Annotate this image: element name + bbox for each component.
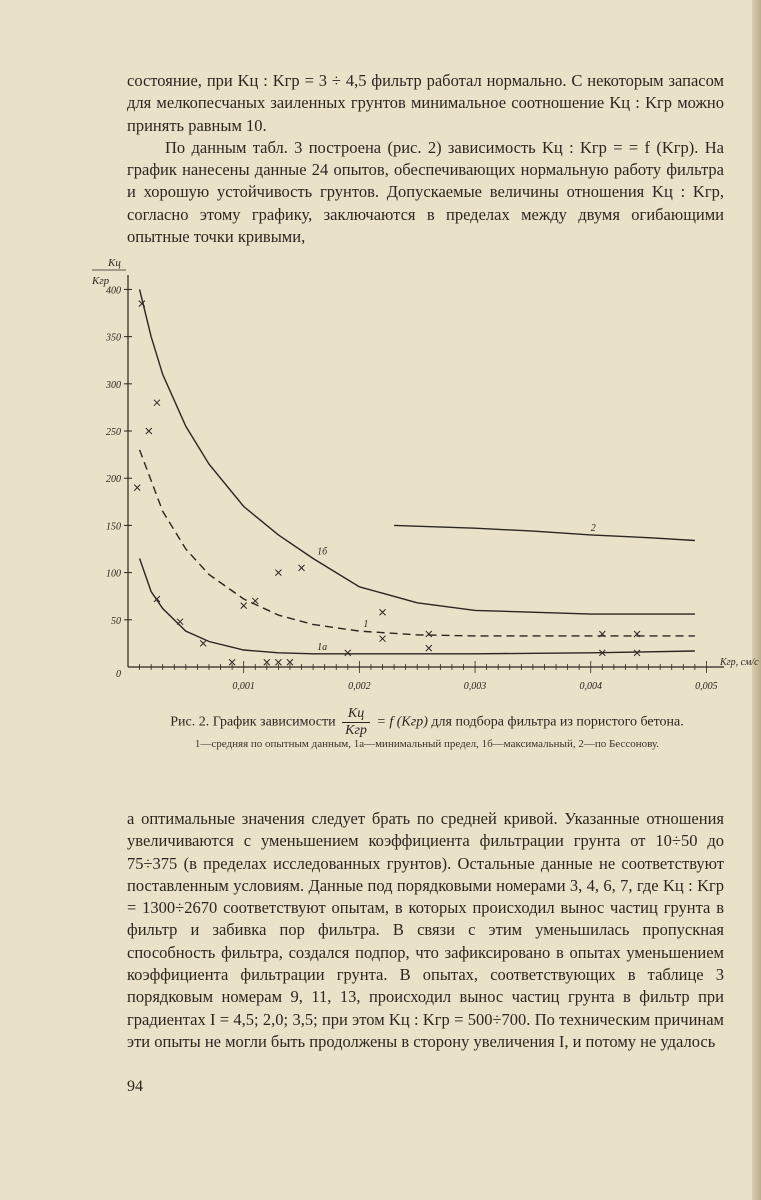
y-tick-label: 300	[106, 379, 121, 391]
text-bottom	[127, 808, 724, 1053]
data-point	[134, 485, 140, 491]
y-tick-label: 200	[106, 474, 121, 486]
y-axis-label-den: Kгр	[92, 275, 110, 287]
paragraph-2: По данным табл. 3 построена (рис. 2) зависимость Kц : Kгр = = f (Kгр). На график нанесены данные 24 опытов, обеспечивающих нормальную работу фильтра и хорошую устойчивость грунтов. Допускаемые величины отношения Kц : Kгр, согласно этому графику, заключаются в пределах между двумя огибающими опытные точки кривыми,	[127, 137, 724, 247]
data-point	[345, 650, 351, 656]
y-tick-label: 400	[106, 285, 121, 297]
caption-fraction	[342, 706, 370, 739]
origin-label: 0	[116, 669, 121, 680]
data-point	[200, 640, 206, 646]
data-point	[380, 636, 386, 642]
y-tick-label: 50	[111, 615, 121, 627]
chart-axes	[128, 275, 724, 667]
series-label-1а: 1а	[317, 641, 328, 653]
data-point	[299, 565, 305, 571]
figure-legend: 1—средняя по опытным данным, 1а—минимальный предел, 1б—максимальный, 2—по Бессонову.	[194, 738, 660, 750]
caption-prefix: Рис. 2. График зависимости	[170, 714, 336, 730]
data-point	[634, 650, 640, 656]
data-point	[380, 609, 386, 615]
y-tick-label: 150	[106, 521, 121, 533]
figure-caption	[127, 706, 727, 739]
series-line-1б	[140, 289, 695, 614]
data-point	[426, 645, 432, 651]
data-point	[275, 570, 281, 576]
data-point	[426, 631, 432, 637]
data-point	[252, 598, 258, 604]
caption-frac-num: Kц	[342, 706, 370, 723]
chart-ticks	[124, 289, 706, 673]
series-line-1	[140, 450, 695, 636]
y-axis-label-num: Kц	[108, 257, 121, 269]
series-line-2	[394, 522, 695, 540]
paragraph-3: а оптимальные значения следует брать по средней кривой. Указанные отношения увеличиваются с уменьшением коэффициента фильтрации грунта от 10÷50 до 75÷375 (в пределах исследованных грунтов). Остальные данные не соответствуют поставленным условиям. Данные под порядковыми номерами 3, 4, 6, 7, где Kц : Kгр = 1300÷2670 соответствуют опытам, в которых происходил вынос частиц грунта в фильтр и забивка пор фильтра. В связи с этим уменьшилась пропускная способность фильтра, создался подпор, что зафиксировано в опытах уменьшением коэффициента фильтрации грунта. В опытах, соответствующих в таблице 3 порядковым номерам 9, 11, 13, происходил вынос частиц грунта в фильтр при градиентах I = 4,5; 2,0; 3,5; при этом Kц : Kгр = 500÷700. По техническим причинам эти опыты не могли быть продолжены в сторону увеличения I, и потому не удалось	[127, 809, 724, 1051]
series-line-1а	[140, 559, 695, 654]
y-tick-label: 100	[106, 568, 121, 580]
data-point	[177, 619, 183, 625]
chart-points	[134, 301, 640, 666]
caption-suffix: для подбора фильтра из пористого бетона.	[431, 714, 684, 730]
data-point	[154, 400, 160, 406]
series-label-1б: 1б	[317, 546, 328, 558]
x-tick-label: 0,003	[463, 681, 487, 692]
page-number: 94	[127, 1078, 143, 1095]
y-tick-label: 250	[106, 427, 121, 439]
x-tick-label: 0,001	[232, 681, 255, 692]
data-point	[146, 428, 152, 434]
chart-labels	[91, 257, 759, 692]
caption-frac-den: Kгр	[345, 723, 367, 738]
x-tick-label: 0,004	[579, 681, 602, 692]
x-tick-label: 0,002	[348, 681, 371, 692]
caption-equals: = f (Kгр)	[376, 714, 428, 730]
paragraph-1: состояние, при Kц : Kгр = 3 ÷ 4,5 фильтр работал нормально. С некоторым запасом для мелкопесчаных заиленных грунтов минимальное соотношение Kц : Kгр можно принять равным 10.	[127, 71, 724, 135]
chart-series	[140, 289, 695, 653]
series-label-2: 2	[590, 522, 596, 534]
data-point	[241, 603, 247, 609]
series-label-1: 1	[363, 619, 369, 631]
y-tick-label: 350	[106, 332, 121, 344]
x-axis-label: Kгр, см/с	[720, 657, 759, 668]
x-tick-label: 0,005	[695, 681, 718, 692]
